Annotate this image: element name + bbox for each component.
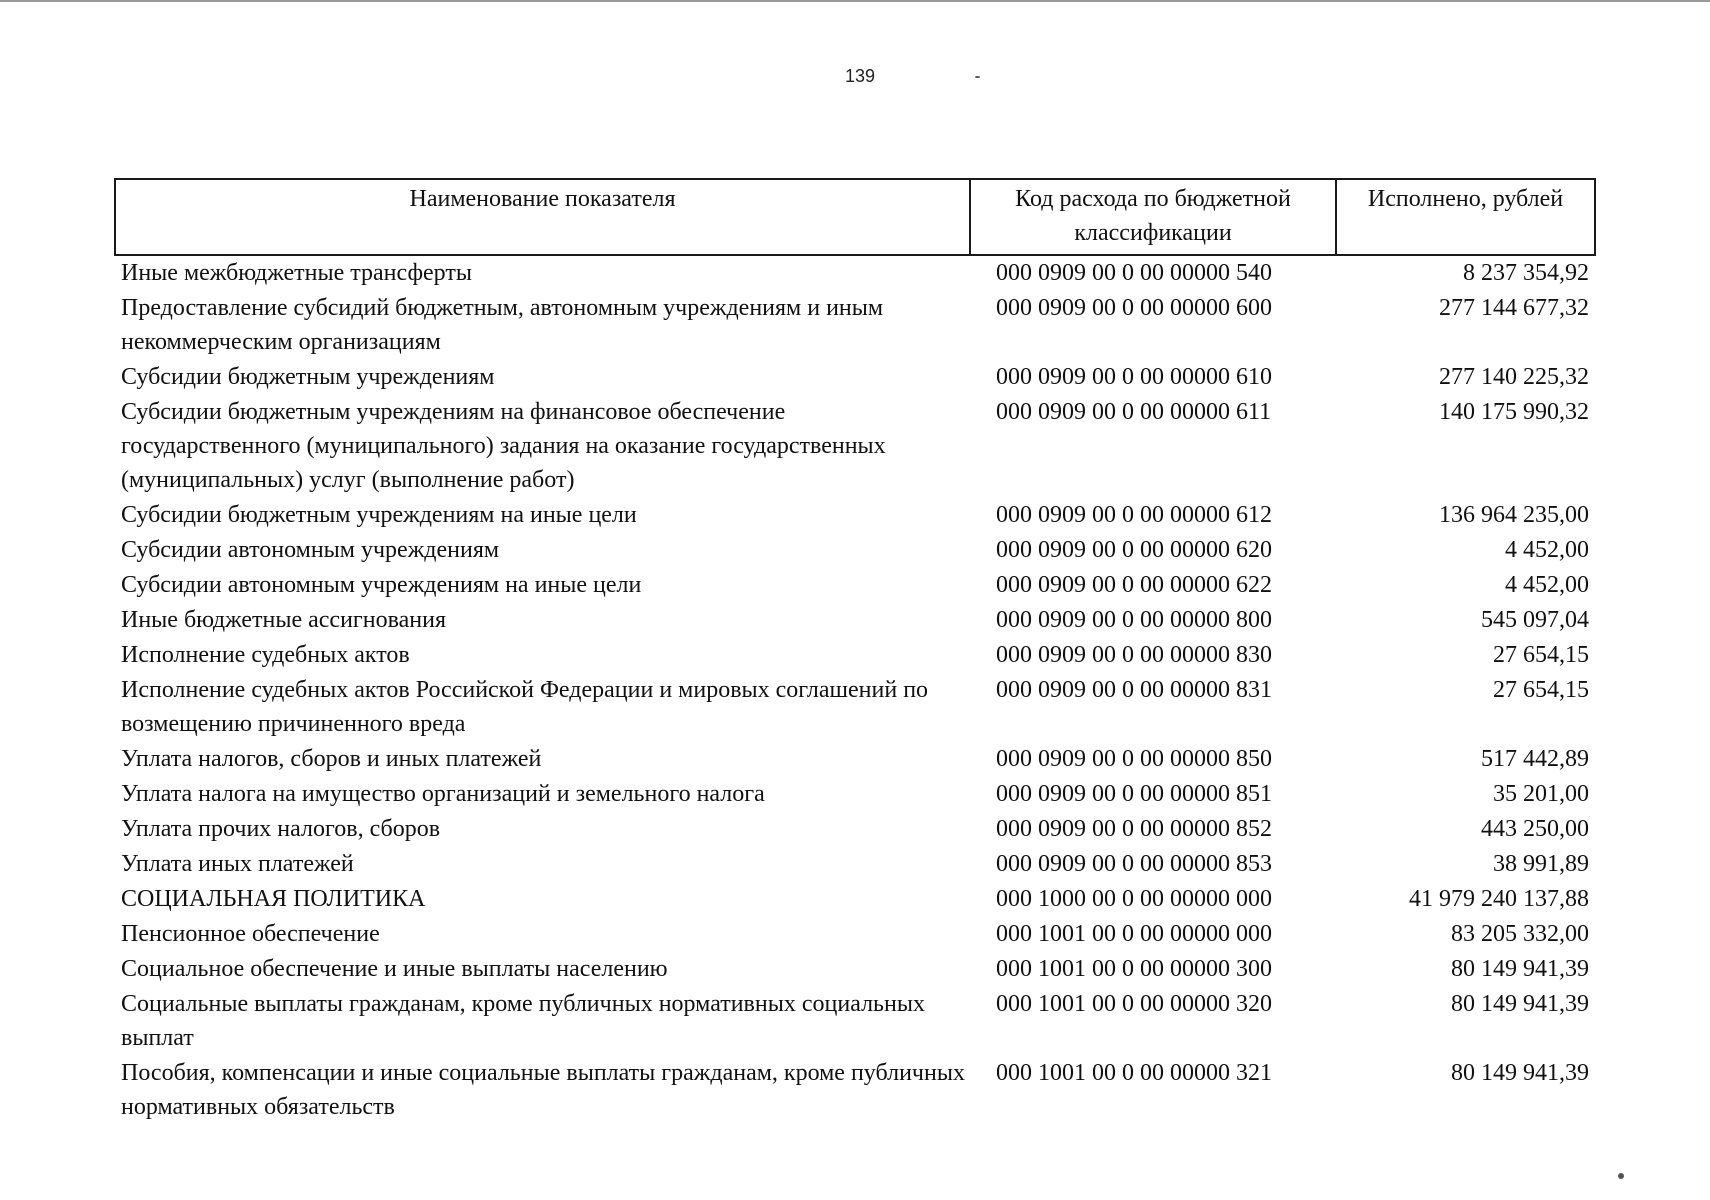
row-name: Уплата налога на имущество организаций и земельного налога [121, 781, 765, 807]
row-name: Субсидии бюджетным учреждениям на иные цели [121, 502, 637, 528]
table-row [115, 568, 1595, 603]
row-name: Иные бюджетные ассигнования [121, 607, 446, 633]
row-name: Уплата прочих налогов, сборов [121, 816, 441, 842]
row-name: Субсидии автономным учреждениям [121, 537, 500, 563]
row-name: Исполнение судебных актов [121, 642, 410, 668]
row-code: 000 0909 00 0 00 00000 800 [996, 607, 1272, 633]
row-name: Социальное обеспечение и иные выплаты населению [121, 956, 668, 982]
row-code: 000 1000 00 0 00 00000 000 [996, 886, 1272, 912]
table-header-row [115, 179, 1595, 255]
row-name: Уплата налогов, сборов и иных платежей [121, 746, 542, 772]
row-code: 000 0909 00 0 00 00000 622 [996, 572, 1272, 598]
row-code: 000 0909 00 0 00 00000 540 [996, 260, 1272, 286]
row-code: 000 0909 00 0 00 00000 831 [996, 677, 1272, 703]
header-indicator-name: Наименование показателя [115, 179, 970, 255]
row-amount: 277 144 677,32 [1439, 295, 1589, 321]
row-code: 000 0909 00 0 00 00000 851 [996, 781, 1272, 807]
row-code: 000 0909 00 0 00 00000 610 [996, 364, 1272, 390]
table-row [115, 673, 1595, 742]
row-amount: 4 452,00 [1505, 572, 1589, 598]
row-name: Субсидии автономным учреждениям на иные цели [121, 572, 642, 598]
row-amount: 83 205 332,00 [1451, 921, 1589, 947]
row-code: 000 0909 00 0 00 00000 830 [996, 642, 1272, 668]
row-name: Пособия, компенсации и иные социальные выплаты гражданам, кроме публичных нормативных обязательств [121, 1060, 965, 1120]
row-amount: 277 140 225,32 [1439, 364, 1589, 390]
table-row [115, 917, 1595, 952]
row-amount: 140 175 990,32 [1439, 399, 1589, 425]
row-amount: 4 452,00 [1505, 537, 1589, 563]
row-amount: 80 149 941,39 [1451, 991, 1589, 1017]
row-name: Иные межбюджетные трансферты [121, 260, 472, 286]
row-code: 000 0909 00 0 00 00000 853 [996, 851, 1272, 877]
table-row [115, 638, 1595, 673]
table-row [115, 603, 1595, 638]
row-amount: 27 654,15 [1493, 677, 1589, 703]
table-row [115, 987, 1595, 1056]
table-row [115, 812, 1595, 847]
table-row [115, 533, 1595, 568]
row-amount: 443 250,00 [1481, 816, 1589, 842]
row-amount: 136 964 235,00 [1439, 502, 1589, 528]
row-name: Пенсионное обеспечение [121, 921, 380, 947]
row-name: Социальные выплаты гражданам, кроме публичных нормативных социальных выплат [121, 991, 925, 1051]
budget-execution-table [114, 178, 1596, 1125]
table-row [115, 777, 1595, 812]
table-row [115, 742, 1595, 777]
row-amount: 80 149 941,39 [1451, 956, 1589, 982]
row-amount: 517 442,89 [1481, 746, 1589, 772]
row-amount: 8 237 354,92 [1463, 260, 1589, 286]
table-row [115, 952, 1595, 987]
row-amount: 38 991,89 [1493, 851, 1589, 877]
row-code: 000 1001 00 0 00 00000 300 [996, 956, 1272, 982]
row-code: 000 0909 00 0 00 00000 600 [996, 295, 1272, 321]
scan-speck [975, 76, 980, 78]
row-name: Исполнение судебных актов Российской Федерации и мировых соглашений по возмещению причиненного вреда [121, 677, 929, 737]
row-code: 000 0909 00 0 00 00000 852 [996, 816, 1272, 842]
table-row [115, 291, 1595, 360]
table-row [115, 882, 1595, 917]
header-executed-amount: Исполнено, рублей [1336, 179, 1595, 255]
row-code: 000 1001 00 0 00 00000 320 [996, 991, 1272, 1017]
table-row [115, 847, 1595, 882]
table-row [115, 395, 1595, 498]
scan-speck [1618, 1173, 1624, 1179]
row-code: 000 1001 00 0 00 00000 000 [996, 921, 1272, 947]
row-code: 000 1001 00 0 00 00000 321 [996, 1060, 1272, 1086]
table-row [115, 360, 1595, 395]
row-code: 000 0909 00 0 00 00000 612 [996, 502, 1272, 528]
row-name: Уплата иных платежей [121, 851, 354, 877]
row-amount: 545 097,04 [1481, 607, 1589, 633]
row-amount: 41 979 240 137,88 [1409, 886, 1589, 912]
row-name: Субсидии бюджетным учреждениям на финансовое обеспечение государственного (муниципального) задания на оказание государственных (муниципальных) услуг (выполнение работ) [121, 399, 886, 493]
row-name: Предоставление субсидий бюджетным, автономным учреждениям и иным некоммерческим организациям [121, 295, 884, 355]
row-code: 000 0909 00 0 00 00000 611 [996, 399, 1272, 425]
table-row [115, 498, 1595, 533]
row-amount: 27 654,15 [1493, 642, 1589, 668]
row-name: Субсидии бюджетным учреждениям [121, 364, 495, 390]
row-code: 000 0909 00 0 00 00000 620 [996, 537, 1272, 563]
top-edge-rule [0, 0, 1710, 2]
table-row [115, 1056, 1595, 1125]
table-row [115, 255, 1595, 291]
row-amount: 80 149 941,39 [1451, 1060, 1589, 1086]
row-name: СОЦИАЛЬНАЯ ПОЛИТИКА [121, 886, 426, 912]
row-code: 000 0909 00 0 00 00000 850 [996, 746, 1272, 772]
header-budget-code: Код расхода по бюджетной классификации [970, 179, 1336, 255]
page-number: 139 [844, 66, 876, 86]
row-amount: 35 201,00 [1493, 781, 1589, 807]
